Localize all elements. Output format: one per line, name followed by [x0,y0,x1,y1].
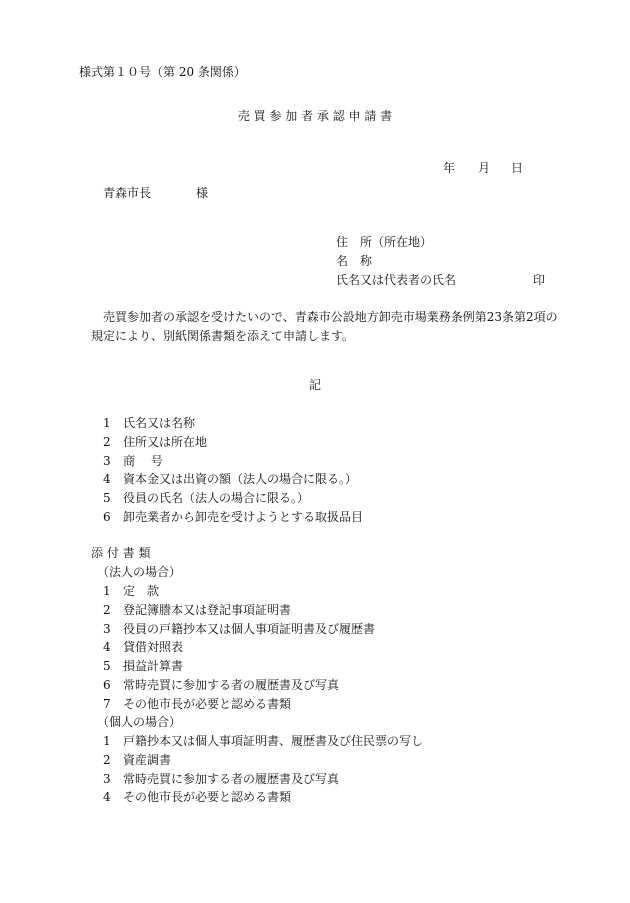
document-title: 売 買 参 加 者 承 認 申 請 書 [237,109,393,123]
list-item [103,602,375,621]
item-number: 6 [103,677,111,692]
item-number: 4 [103,790,111,805]
form-number: 様式第１０号（第 20 条関係） [79,65,246,79]
item-number: 2 [103,752,111,767]
item-number: 1 [103,734,111,748]
item-number: 6 [103,509,111,524]
item-text: 商 号 [123,453,163,468]
item-number: 1 [103,416,111,430]
applicant-representative-label: 氏名又は代表者の氏名 [336,273,457,287]
item-number: 1 [103,584,111,598]
list-item [103,696,375,715]
list-item [103,471,363,490]
date-day-label: 日 [511,161,524,175]
item-number: 3 [103,621,111,636]
applicant-address-label: 住 所（所在地） [336,235,433,249]
body-line-1: 売買参加者の承認を受けたいので、青森市公設地方卸売市場業務条例第23条第2項の [103,310,558,324]
attachments-heading: 添 付 書 類 [91,546,151,560]
item-number: 2 [103,602,111,617]
list-item [103,789,423,808]
applicant-name-label: 名 称 [336,254,373,268]
list-item [103,453,363,472]
seal-mark: 印 [533,273,546,287]
item-number: 4 [103,640,111,655]
item-number: 7 [103,696,111,711]
item-number: 3 [103,771,111,786]
list-item [103,771,423,790]
item-text: 氏名又は名称 [123,416,196,430]
item-number: 4 [103,472,111,487]
item-text: 住所又は所在地 [123,434,208,449]
date-month-label: 月 [478,161,491,175]
item-text: その他市長が必要と認める書類 [123,790,292,805]
list-item [103,490,363,509]
list-item [103,733,423,752]
addressee-suffix: 様 [196,186,209,200]
item-text: 常時売買に参加する者の履歴書及び写真 [123,677,340,692]
item-text: 資産調書 [123,752,172,767]
item-text: 資本金又は出資の額（法人の場合に限る。） [123,472,358,487]
list-item [103,677,375,696]
item-number: 5 [103,491,111,506]
addressee-name: 青森市長 [103,186,152,200]
individual-label: （個人の場合） [97,715,182,729]
item-text: 登記簿謄本又は登記事項証明書 [123,602,292,617]
item-text: 役員の氏名（法人の場合に限る。） [123,491,310,506]
item-text: 卸売業者から卸売を受けようとする取扱品目 [123,509,364,524]
item-number: 2 [103,434,111,449]
list-item [103,752,423,771]
list-item [103,658,375,677]
individual-attachments-list [103,733,423,808]
item-text: 損益計算書 [123,659,184,674]
item-text: 役員の戸籍抄本又は個人事項証明書及び履歴書 [123,621,376,636]
item-text: 戸籍抄本又は個人事項証明書、履歴書及び住民票の写し [123,734,424,748]
corporate-label: （法人の場合） [97,565,182,579]
list-item [103,509,363,528]
item-text: 常時売買に参加する者の履歴書及び写真 [123,771,340,786]
list-item [103,434,363,453]
list-item [103,583,375,602]
item-text: 貸借対照表 [123,640,184,655]
date-year-label: 年 [443,161,456,175]
item-text: 定 款 [123,584,160,598]
list-item [103,639,375,658]
item-number: 5 [103,659,111,674]
corporate-attachments-list [103,583,375,715]
item-number: 3 [103,453,111,468]
item-text: その他市長が必要と認める書類 [123,696,292,711]
list-item [103,415,363,434]
body-line-2: 規定により、別紙関係書類を添えて申請します。 [91,329,355,343]
list-item [103,621,375,640]
ki-heading: 記 [308,378,321,392]
items-list [103,415,363,528]
